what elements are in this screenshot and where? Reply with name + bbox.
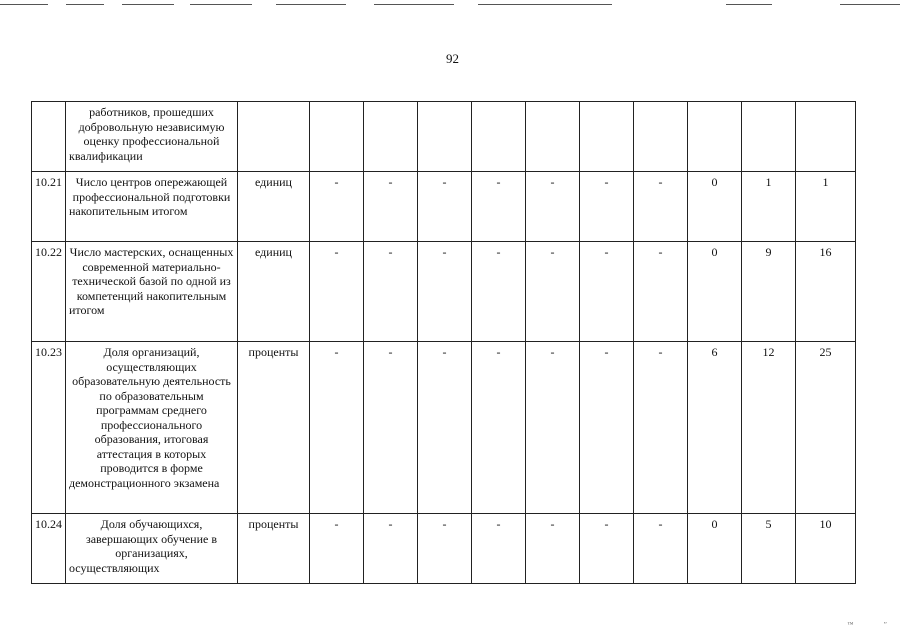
value-cell: - bbox=[580, 172, 634, 242]
unit-cell: единиц bbox=[238, 172, 310, 242]
indicator-description-cell: работников, прошедших добровольную независимую оценку профессиональной квалификации bbox=[66, 102, 238, 172]
value-cell: 0 bbox=[688, 242, 742, 342]
value-cell: - bbox=[418, 514, 472, 584]
value-cell: - bbox=[526, 514, 580, 584]
value-cell: - bbox=[580, 342, 634, 514]
page-number: 92 bbox=[446, 51, 459, 66]
value-cell: 1 bbox=[742, 172, 796, 242]
scan-corner-marks: ™ ’’ bbox=[847, 622, 887, 628]
value-cell: - bbox=[580, 514, 634, 584]
table-row bbox=[32, 342, 856, 514]
value-cell: - bbox=[364, 514, 418, 584]
value-cell: 12 bbox=[742, 342, 796, 514]
value-cell: - bbox=[634, 342, 688, 514]
value-cell: 25 bbox=[796, 342, 856, 514]
value-cell: - bbox=[634, 514, 688, 584]
value-cell: 1 bbox=[796, 172, 856, 242]
table-row bbox=[32, 242, 856, 342]
indicator-description-cell: Доля организаций, осуществляющих образовательную деятельность по образовательным программам среднего профессионального образования, итоговая аттестация в которых проводится в форме демонстрационного экзамена bbox=[66, 342, 238, 514]
value-cell: 9 bbox=[742, 242, 796, 342]
unit-cell bbox=[238, 102, 310, 172]
table-row bbox=[32, 102, 856, 172]
indicator-description-cell: Число центров опережающей профессиональной подготовки накопительным итогом bbox=[66, 172, 238, 242]
value-cell bbox=[580, 102, 634, 172]
unit-cell: единиц bbox=[238, 242, 310, 342]
value-cell: - bbox=[526, 172, 580, 242]
value-cell bbox=[418, 102, 472, 172]
value-cell: - bbox=[364, 172, 418, 242]
value-cell bbox=[526, 102, 580, 172]
value-cell: - bbox=[418, 172, 472, 242]
row-number-cell: 10.22 bbox=[32, 242, 66, 342]
unit-cell: проценты bbox=[238, 514, 310, 584]
value-cell: - bbox=[310, 242, 364, 342]
indicator-description-cell: Доля обучающихся, завершающих обучение в организациях, осуществляющих bbox=[66, 514, 238, 584]
value-cell: - bbox=[634, 172, 688, 242]
value-cell: 6 bbox=[688, 342, 742, 514]
value-cell: - bbox=[472, 514, 526, 584]
unit-cell: проценты bbox=[238, 342, 310, 514]
value-cell: - bbox=[472, 342, 526, 514]
value-cell: - bbox=[310, 342, 364, 514]
value-cell: 5 bbox=[742, 514, 796, 584]
table-row bbox=[32, 172, 856, 242]
value-cell bbox=[742, 102, 796, 172]
indicator-table bbox=[31, 101, 856, 584]
value-cell: - bbox=[310, 172, 364, 242]
value-cell: - bbox=[418, 342, 472, 514]
value-cell: - bbox=[526, 342, 580, 514]
value-cell: 10 bbox=[796, 514, 856, 584]
value-cell bbox=[634, 102, 688, 172]
indicator-description-cell: Число мастерских, оснащенных современной материально-технической базой по одной из компетенций накопительным итогом bbox=[66, 242, 238, 342]
value-cell: - bbox=[472, 242, 526, 342]
row-number-cell bbox=[32, 102, 66, 172]
table-row bbox=[32, 514, 856, 584]
value-cell: - bbox=[310, 514, 364, 584]
value-cell bbox=[472, 102, 526, 172]
value-cell bbox=[364, 102, 418, 172]
value-cell: - bbox=[472, 172, 526, 242]
value-cell: - bbox=[418, 242, 472, 342]
scan-artifact-lines bbox=[0, 0, 905, 14]
value-cell: - bbox=[364, 242, 418, 342]
value-cell: 0 bbox=[688, 514, 742, 584]
row-number-cell: 10.24 bbox=[32, 514, 66, 584]
value-cell: 0 bbox=[688, 172, 742, 242]
value-cell: 16 bbox=[796, 242, 856, 342]
value-cell: - bbox=[634, 242, 688, 342]
value-cell: - bbox=[364, 342, 418, 514]
value-cell bbox=[796, 102, 856, 172]
value-cell bbox=[688, 102, 742, 172]
value-cell: - bbox=[580, 242, 634, 342]
row-number-cell: 10.23 bbox=[32, 342, 66, 514]
value-cell bbox=[310, 102, 364, 172]
row-number-cell: 10.21 bbox=[32, 172, 66, 242]
value-cell: - bbox=[526, 242, 580, 342]
